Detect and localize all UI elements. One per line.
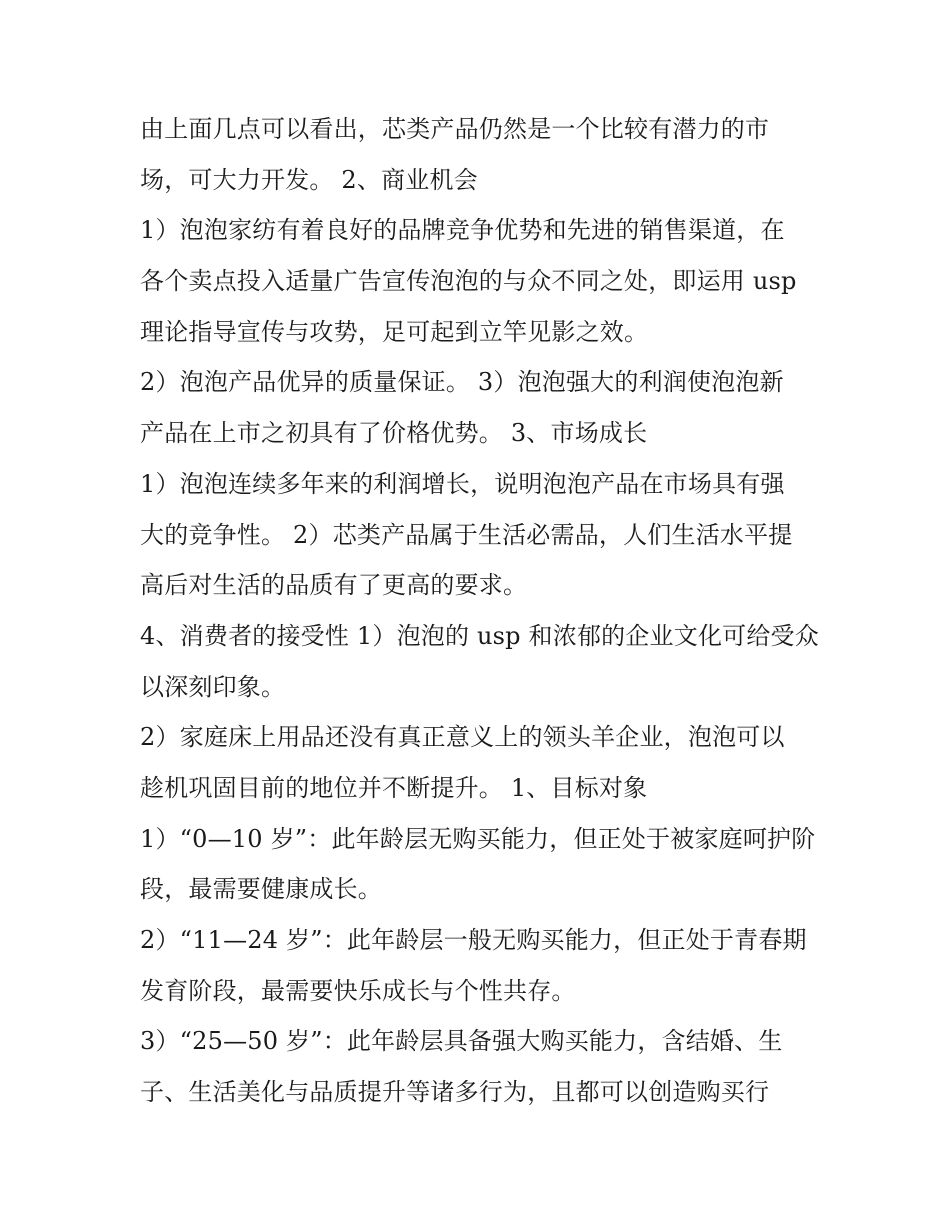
text-line: 产品在上市之初具有了价格优势。 3、市场成长 bbox=[140, 419, 648, 448]
text-line: 趁机巩固目前的地位并不断提升。 1、目标对象 bbox=[140, 773, 648, 802]
text-line: 理论指导宣传与攻势，足可起到立竿见影之效。 bbox=[140, 317, 649, 346]
text-line: 2）家庭床上用品还没有真正意义上的领头羊企业，泡泡可以 bbox=[140, 723, 785, 752]
text-line: 各个卖点投入适量广告宣传泡泡的与众不同之处，即运用 usp bbox=[140, 267, 797, 296]
text-line: 1）泡泡连续多年来的利润增长，说明泡泡产品在市场具有强 bbox=[140, 469, 785, 498]
text-line: 子、生活美化与品质提升等诸多行为，且都可以创造购买行 bbox=[140, 1078, 770, 1107]
text-line: 1）泡泡家纺有着良好的品牌竞争优势和先进的销售渠道，在 bbox=[140, 216, 785, 245]
text-line: 3）“25—50 岁”：此年龄层具备强大购买能力，含结婚、生 bbox=[140, 1027, 783, 1056]
text-line: 段，最需要健康成长。 bbox=[140, 875, 382, 904]
text-line: 发育阶段，最需要快乐成长与个性共存。 bbox=[140, 976, 576, 1005]
document-body bbox=[140, 104, 820, 1118]
text-line: 4、消费者的接受性 1）泡泡的 usp 和浓郁的企业文化可给受众 bbox=[140, 621, 819, 650]
text-line: 高后对生活的品质有了更高的要求。 bbox=[140, 571, 528, 600]
text-line: 由上面几点可以看出，芯类产品仍然是一个比较有潜力的市 bbox=[140, 115, 770, 143]
text-line: 场，可大力开发。 2、商业机会 bbox=[140, 165, 478, 194]
text-line: 以深刻印象。 bbox=[140, 672, 286, 701]
text-line: 1）“0—10 岁”：此年龄层无购买能力，但正处于被家庭呵护阶 bbox=[140, 824, 816, 853]
text-line: 大的竞争性。 2）芯类产品属于生活必需品，人们生活水平提 bbox=[140, 520, 793, 549]
text-line: 2）泡泡产品优异的质量保证。 3）泡泡强大的利润使泡泡新 bbox=[140, 368, 784, 397]
text-line: 2）“11—24 岁”：此年龄层一般无购买能力，但正处于青春期 bbox=[140, 926, 807, 954]
